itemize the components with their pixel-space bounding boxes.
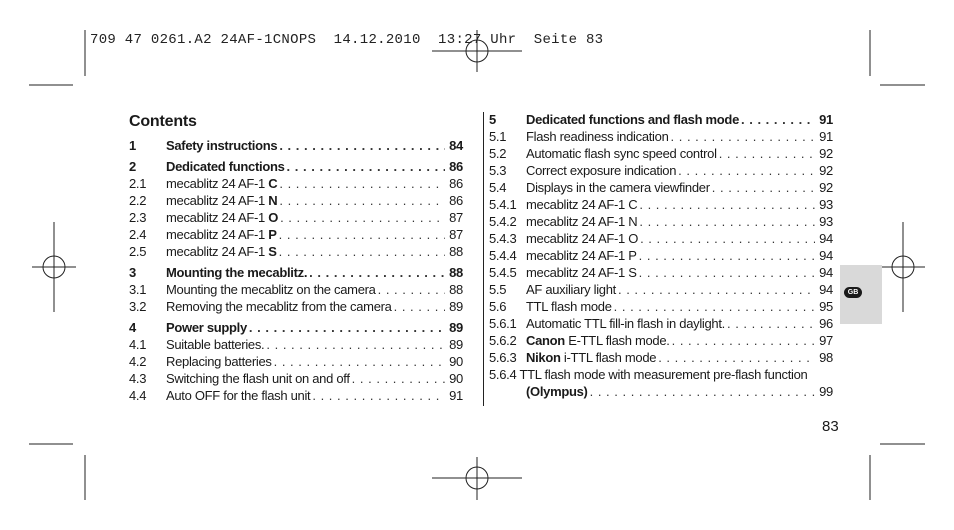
leader-dots — [672, 332, 815, 349]
entry-label: Removing the mecablitz from the camera — [166, 299, 392, 314]
toc-entry — [129, 264, 463, 281]
leader-dots — [279, 243, 445, 260]
entry-page: 94 — [819, 282, 833, 297]
toc-entry — [489, 298, 833, 315]
entry-label: Power supply — [166, 320, 247, 335]
entry-label: Displays in the camera viewfinder — [526, 180, 710, 195]
entry-number: 1 — [129, 138, 136, 153]
entry-number: 4.4 — [129, 388, 147, 403]
leader-dots — [279, 192, 445, 209]
entry-number: 2.1 — [129, 176, 147, 191]
leader-dots — [719, 145, 815, 162]
entry-page: 92 — [819, 146, 833, 161]
entry-label-emphasis: (Olympus) — [526, 384, 588, 399]
entry-page: 92 — [819, 163, 833, 178]
entry-label: mecablitz 24 AF-1 S — [166, 244, 277, 259]
entry-number: 2 — [129, 159, 136, 174]
leader-dots — [727, 315, 815, 332]
entry-page: 86 — [449, 193, 463, 208]
entry-page: 89 — [449, 320, 463, 335]
entry-number: 3 — [129, 265, 136, 280]
toc-entry — [489, 179, 833, 196]
leader-dots — [279, 137, 445, 154]
toc-entry — [129, 158, 463, 175]
entry-number: 4 — [129, 320, 136, 335]
leader-dots — [249, 319, 445, 336]
toc-right-column — [489, 111, 833, 400]
entry-page: 84 — [449, 138, 463, 153]
leader-dots — [639, 213, 815, 230]
entry-number: 3.1 — [129, 282, 147, 297]
entry-page: 86 — [449, 176, 463, 191]
entry-label: mecablitz 24 AF-1 P — [526, 248, 637, 263]
entry-number: 4.1 — [129, 337, 147, 352]
entry-number: 4.2 — [129, 354, 147, 369]
entry-page: 93 — [819, 214, 833, 229]
entry-page: 98 — [819, 350, 833, 365]
toc-entry — [489, 281, 833, 298]
entry-page: 86 — [449, 159, 463, 174]
entry-page: 87 — [449, 227, 463, 242]
leader-dots — [279, 175, 445, 192]
leader-dots — [266, 336, 445, 353]
leader-dots — [614, 298, 815, 315]
toc-entry — [489, 196, 833, 213]
entry-label: Automatic flash sync speed control — [526, 146, 717, 161]
entry-number: 5.6.1 — [489, 316, 517, 331]
entry-number: 5.4.2 — [489, 214, 517, 229]
entry-label: Nikon i-TTL flash mode — [526, 350, 657, 365]
entry-label: Dedicated functions and flash mode — [526, 112, 739, 127]
entry-label: Mounting the mecablitz on the camera — [166, 282, 376, 297]
entry-number: 5.4 — [489, 180, 507, 195]
leader-dots — [658, 349, 815, 366]
toc-entry — [129, 226, 463, 243]
entry-label: Canon E-TTL flash mode. — [526, 333, 670, 348]
entry-label-emphasis: C — [268, 176, 278, 191]
leader-dots — [352, 370, 445, 387]
entry-label-emphasis: Canon — [526, 333, 565, 348]
entry-page: 88 — [449, 282, 463, 297]
entry-label: Flash readiness indication — [526, 129, 669, 144]
entry-label: mecablitz 24 AF-1 S — [526, 265, 637, 280]
toc-entry — [129, 175, 463, 192]
entry-number: 5.4.1 — [489, 197, 517, 212]
entry-number: 5.6.2 — [489, 333, 517, 348]
leader-dots — [639, 264, 815, 281]
entry-page: 87 — [449, 210, 463, 225]
entry-number: 5.6 — [489, 299, 507, 314]
entry-number: 5.4.5 — [489, 265, 517, 280]
entry-number: 5 — [489, 112, 496, 127]
toc-entry — [129, 209, 463, 226]
entry-label: Mounting the mecablitz. — [166, 265, 308, 280]
toc-entry — [489, 162, 833, 179]
toc-entry — [489, 145, 833, 162]
entry-label: mecablitz 24 AF-1 O — [166, 210, 279, 225]
entry-page: 88 — [449, 244, 463, 259]
entry-label: Dedicated functions — [166, 159, 285, 174]
toc-entry-continuation — [489, 383, 833, 400]
entry-label: Switching the flash unit on and off — [166, 371, 350, 386]
toc-entry — [129, 353, 463, 370]
toc-entry — [129, 387, 463, 404]
page-number: 83 — [822, 418, 839, 435]
leader-dots — [274, 353, 445, 370]
leader-dots — [640, 230, 815, 247]
toc-entry — [129, 243, 463, 260]
entry-page: 94 — [819, 265, 833, 280]
toc-entry — [489, 128, 833, 145]
entry-label: mecablitz 24 AF-1 N — [166, 193, 278, 208]
entry-number: 2.5 — [129, 244, 147, 259]
leader-dots — [279, 226, 445, 243]
entry-label: Auto OFF for the flash unit — [166, 388, 311, 403]
entry-page: 90 — [449, 371, 463, 386]
entry-label: Suitable batteries. — [166, 337, 265, 352]
entry-label: TTL flash mode — [526, 299, 612, 314]
entry-page: 91 — [819, 129, 833, 144]
entry-number: 4.3 — [129, 371, 147, 386]
entry-label: Correct exposure indication — [526, 163, 677, 178]
leader-dots — [741, 111, 815, 128]
entry-page: 89 — [449, 299, 463, 314]
toc-entry — [489, 264, 833, 281]
leader-dots — [590, 383, 815, 400]
entry-label-emphasis: O — [268, 210, 279, 225]
entry-label: Automatic TTL fill-in flash in daylight. — [526, 316, 725, 331]
leader-dots — [378, 281, 445, 298]
toc-entry — [129, 319, 463, 336]
leader-dots — [639, 247, 815, 264]
toc-left-column — [129, 137, 463, 404]
leader-dots — [280, 209, 445, 226]
entry-number: 2.2 — [129, 193, 147, 208]
entry-label: mecablitz 24 AF-1 N — [526, 214, 638, 229]
entry-number: 5.6.3 — [489, 350, 517, 365]
entry-number: 5.4.4 — [489, 248, 517, 263]
entry-page: 94 — [819, 231, 833, 246]
language-badge: GB — [844, 287, 862, 298]
entry-label: mecablitz 24 AF-1 C — [166, 176, 278, 191]
entry-number: 5.2 — [489, 146, 507, 161]
entry-label-emphasis: Nikon — [526, 350, 561, 365]
toc-entry — [129, 298, 463, 315]
toc-entry — [489, 230, 833, 247]
entry-number: 5.3 — [489, 163, 507, 178]
entry-label: mecablitz 24 AF-1 P — [166, 227, 277, 242]
leader-dots — [639, 196, 815, 213]
toc-entry — [129, 281, 463, 298]
print-header: 709 47 0261.A2 24AF-1CNOPS 14.12.2010 13:27 Uhr Seite 83 — [90, 32, 604, 48]
toc-entry — [489, 247, 833, 264]
entry-page: 94 — [819, 248, 833, 263]
entry-page: 90 — [449, 354, 463, 369]
toc-entry — [489, 111, 833, 128]
column-divider — [483, 112, 484, 406]
leader-dots — [618, 281, 815, 298]
leader-dots — [287, 158, 445, 175]
entry-page: 91 — [449, 388, 463, 403]
entry-label: mecablitz 24 AF-1 O — [526, 231, 639, 246]
entry-page: 89 — [449, 337, 463, 352]
entry-number: 3.2 — [129, 299, 147, 314]
leader-dots — [712, 179, 815, 196]
toc-entry — [489, 213, 833, 230]
leader-dots — [312, 387, 445, 404]
entry-page: 96 — [819, 316, 833, 331]
entry-label: AF auxiliary light — [526, 282, 616, 297]
entry-page: 95 — [819, 299, 833, 314]
toc-entry — [129, 370, 463, 387]
entry-page: 88 — [449, 265, 463, 280]
toc-entry — [489, 332, 833, 349]
entry-number: 5.4.3 — [489, 231, 517, 246]
contents-title: Contents — [129, 113, 197, 130]
entry-number: 2.4 — [129, 227, 147, 242]
toc-entry — [489, 349, 833, 366]
entry-label: Replacing batteries — [166, 354, 272, 369]
leader-dots — [678, 162, 815, 179]
entry-page: 99 — [819, 384, 833, 399]
leader-dots — [394, 298, 445, 315]
entry-label-emphasis: S — [268, 244, 277, 259]
toc-entry-multiline: 5.6.4 TTL flash mode with measurement pre-flash function — [489, 367, 808, 382]
entry-label-emphasis: P — [268, 227, 277, 242]
entry-page: 92 — [819, 180, 833, 195]
entry-label-emphasis: N — [268, 193, 278, 208]
entry-number: 5.5 — [489, 282, 507, 297]
entry-number: 2.3 — [129, 210, 147, 225]
leader-dots — [309, 264, 445, 281]
toc-entry — [129, 336, 463, 353]
toc-entry — [489, 315, 833, 332]
entry-page: 93 — [819, 197, 833, 212]
entry-number: 5.1 — [489, 129, 507, 144]
entry-page: 91 — [819, 112, 833, 127]
entry-page: 97 — [819, 333, 833, 348]
entry-label: Safety instructions — [166, 138, 278, 153]
leader-dots — [671, 128, 815, 145]
toc-entry — [129, 137, 463, 154]
entry-label: mecablitz 24 AF-1 C — [526, 197, 638, 212]
toc-entry — [129, 192, 463, 209]
